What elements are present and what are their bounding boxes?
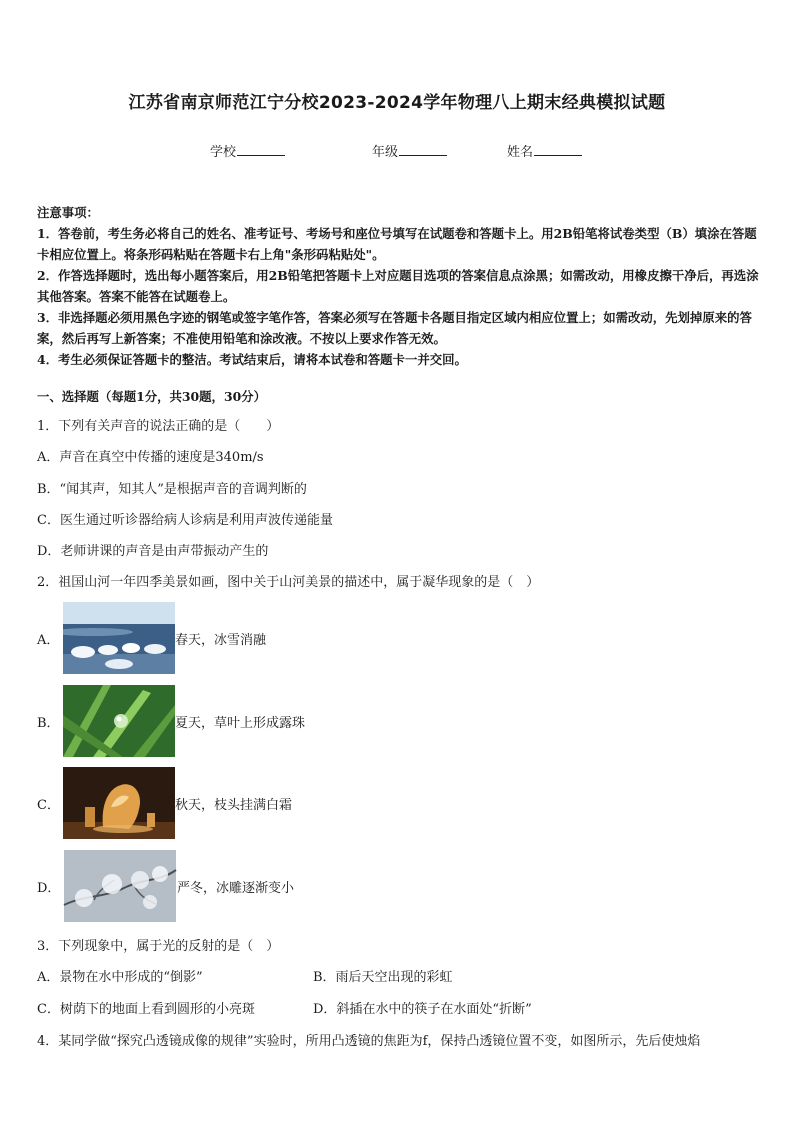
q3-option-b: B．雨后天空出现的彩虹 bbox=[313, 970, 453, 985]
q2-option-d bbox=[37, 850, 294, 922]
notice-item-1: 1．答卷前，考生务必将自己的姓名、准考证号、考场号和座位号填写在试题卷和答题卡上。用2B铅笔将试卷类型（B）填涂在答题卡相应位置上。将条形码粘贴在答题卡右上角"条形码粘贴处"。 bbox=[37, 226, 757, 262]
notice-block bbox=[37, 202, 759, 370]
q2-option-b bbox=[37, 685, 305, 757]
q3-option-c: C．树荫下的地面上看到圆形的小亮斑 bbox=[37, 1002, 255, 1017]
q1-stem: 1．下列有关声音的说法正确的是（ ） bbox=[37, 419, 280, 434]
q2-option-a-text: 春天，冰雪消融 bbox=[175, 632, 267, 648]
q3-option-d: D．斜插在水中的筷子在水面处“折断” bbox=[313, 1002, 532, 1017]
name-label: 姓名 bbox=[507, 145, 534, 160]
school-blank bbox=[237, 142, 285, 156]
exam-title: 江苏省南京师范江宁分校2023-2024学年物理八上期末经典模拟试题 bbox=[128, 93, 666, 113]
q1-option-d: D．老师讲课的声音是由声带振动产生的 bbox=[37, 544, 269, 559]
q3-stem: 3．下列现象中，属于光的反射的是（ ） bbox=[37, 939, 280, 954]
q2-option-b-text: 夏天，草叶上形成露珠 bbox=[175, 715, 306, 731]
school-field bbox=[210, 141, 285, 160]
frost-on-branch-photo bbox=[63, 850, 177, 922]
grade-label: 年级 bbox=[372, 145, 399, 160]
q2-stem: 2．祖国山河一年四季美景如画，图中关于山河美景的描述中，属于凝华现象的是（ ） bbox=[37, 575, 540, 590]
notice-item-2: 2．作答选择题时，选出每小题答案后，用2B铅笔把答题卡上对应题目选项的答案信息点涂黑；如需改动，用橡皮擦干净后，再选涂其他答案。答案不能答在试题卷上。 bbox=[37, 268, 759, 304]
notice-heading: 注意事项： bbox=[37, 205, 99, 220]
q1-option-b: B．“闻其声，知其人”是根据声音的音调判断的 bbox=[37, 482, 307, 497]
q2-option-b-letter: B． bbox=[37, 715, 60, 731]
q2-option-a-letter: A． bbox=[37, 632, 60, 648]
ice-snow-melting-photo bbox=[63, 602, 175, 674]
q2-option-d-letter: D． bbox=[37, 880, 61, 896]
q2-option-c bbox=[37, 767, 292, 839]
dew-on-grass-photo bbox=[63, 685, 175, 757]
school-label: 学校 bbox=[210, 145, 237, 160]
grade-field bbox=[372, 141, 447, 160]
q3-options-row-1 bbox=[37, 966, 453, 985]
q1-option-c: C．医生通过听诊器给病人诊病是利用声波传递能量 bbox=[37, 513, 333, 528]
q2-option-c-text: 秋天，枝头挂满白霜 bbox=[175, 797, 293, 813]
name-field bbox=[507, 141, 582, 160]
notice-item-4: 4．考生必须保证答题卡的整洁。考试结束后，请将本试卷和答题卡一并交回。 bbox=[37, 352, 467, 367]
ice-sculpture-photo bbox=[63, 767, 175, 839]
notice-item-3: 3．非选择题必须用黑色字迹的钢笔或签字笔作答，答案必须写在答题卡各题目指定区域内相应位置上；如需改动，先划掉原来的答案，然后再写上新答案；不准使用铅笔和涂改液。不按以上要求作答无效。 bbox=[37, 310, 752, 346]
q2-option-d-text: 严冬，冰雕逐渐变小 bbox=[177, 880, 295, 896]
name-blank bbox=[534, 142, 582, 156]
q3-options-row-2 bbox=[37, 998, 532, 1017]
section-heading: 一、选择题（每题1分，共30题，30分） bbox=[37, 389, 266, 404]
q1-option-a: A．声音在真空中传播的速度是340m/s bbox=[37, 450, 264, 465]
q3-option-a: A．景物在水中形成的“倒影” bbox=[37, 970, 203, 985]
q2-option-c-letter: C． bbox=[37, 797, 60, 813]
grade-blank bbox=[399, 142, 447, 156]
q2-option-a bbox=[37, 602, 266, 674]
q4-stem: 4．某同学做“探究凸透镜成像的规律”实验时，所用凸透镜的焦距为f，保持凸透镜位置不变，如图所示，先后使烛焰 bbox=[37, 1034, 701, 1049]
